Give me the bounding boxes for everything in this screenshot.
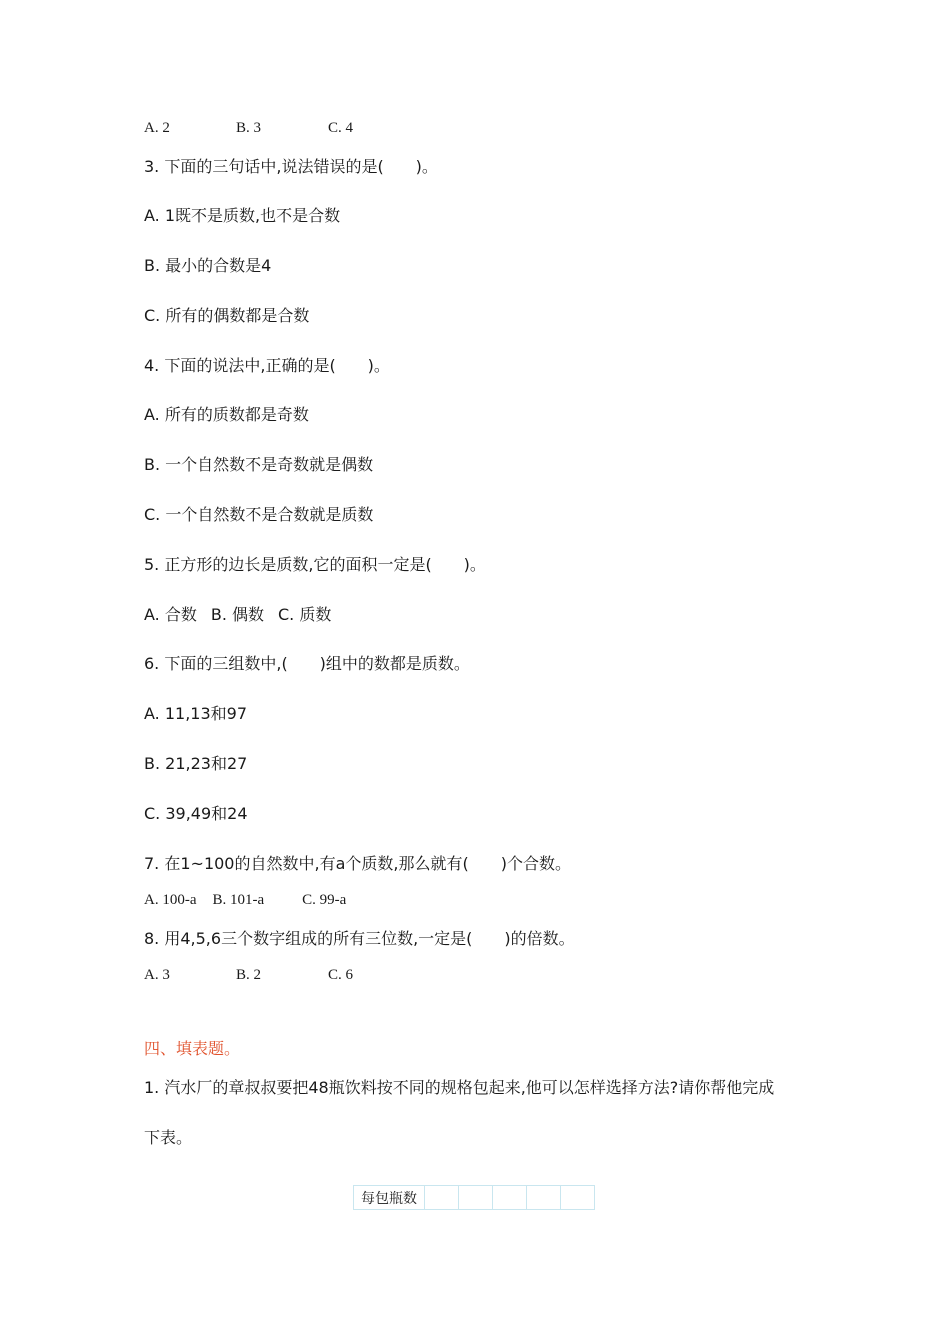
q3-option-b: B. 最小的合数是4 bbox=[144, 256, 272, 275]
table-cell[interactable] bbox=[561, 1186, 595, 1210]
q3-stem: 3. 下面的三句话中,说法错误的是( )。 bbox=[144, 157, 438, 176]
q2-option-c: C. 4 bbox=[328, 120, 354, 136]
q2-option-a: A. 2 bbox=[144, 120, 170, 136]
q7-option-b: B. 101-a bbox=[212, 892, 265, 908]
fill-table bbox=[353, 1185, 595, 1210]
q5-option-c: C. 质数 bbox=[278, 605, 332, 624]
q5-stem: 5. 正方形的边长是质数,它的面积一定是( )。 bbox=[144, 555, 486, 574]
q5-option-a: A. 合数 bbox=[144, 605, 197, 624]
q4-option-c: C. 一个自然数不是合数就是质数 bbox=[144, 505, 374, 524]
table-cell[interactable] bbox=[459, 1186, 493, 1210]
q8-stem: 8. 用4,5,6三个数字组成的所有三位数,一定是( )的倍数。 bbox=[144, 929, 575, 948]
q8-option-c: C. 6 bbox=[328, 967, 354, 983]
q6-option-c: C. 39,49和24 bbox=[144, 804, 248, 823]
section-four-q1-line2: 下表。 bbox=[144, 1128, 193, 1147]
q6-option-b: B. 21,23和27 bbox=[144, 754, 248, 773]
q4-option-b: B. 一个自然数不是奇数就是偶数 bbox=[144, 455, 374, 474]
q7-option-c: C. 99-a bbox=[302, 892, 347, 908]
q7-stem: 7. 在1~100的自然数中,有a个质数,那么就有( )个合数。 bbox=[144, 854, 571, 873]
table-cell[interactable] bbox=[493, 1186, 527, 1210]
q3-option-a: A. 1既不是质数,也不是合数 bbox=[144, 206, 341, 225]
q7-option-a: A. 100-a bbox=[144, 892, 197, 908]
q4-option-a: A. 所有的质数都是奇数 bbox=[144, 405, 309, 424]
q3-option-c: C. 所有的偶数都是合数 bbox=[144, 306, 310, 325]
section-four-title: 四、填表题。 bbox=[144, 1041, 241, 1058]
table-header-cell: 每包瓶数 bbox=[354, 1186, 425, 1210]
q2-options bbox=[144, 118, 353, 138]
q5-option-b: B. 偶数 bbox=[210, 605, 264, 624]
q6-option-a: A. 11,13和97 bbox=[144, 704, 248, 723]
section-four-q1-line1: 1. 汽水厂的章叔叔要把48瓶饮料按不同的规格包起来,他可以怎样选择方法?请你帮他完成 bbox=[144, 1078, 775, 1097]
q5-options bbox=[144, 605, 331, 625]
q8-option-b: B. 2 bbox=[236, 967, 262, 983]
table-cell[interactable] bbox=[527, 1186, 561, 1210]
q8-options bbox=[144, 965, 353, 985]
table-cell[interactable] bbox=[425, 1186, 459, 1210]
q2-option-b: B. 3 bbox=[236, 120, 262, 136]
table-row bbox=[354, 1186, 595, 1210]
q7-options bbox=[144, 890, 346, 910]
q4-stem: 4. 下面的说法中,正确的是( )。 bbox=[144, 356, 390, 375]
q6-stem: 6. 下面的三组数中,( )组中的数都是质数。 bbox=[144, 654, 470, 673]
q8-option-a: A. 3 bbox=[144, 967, 170, 983]
